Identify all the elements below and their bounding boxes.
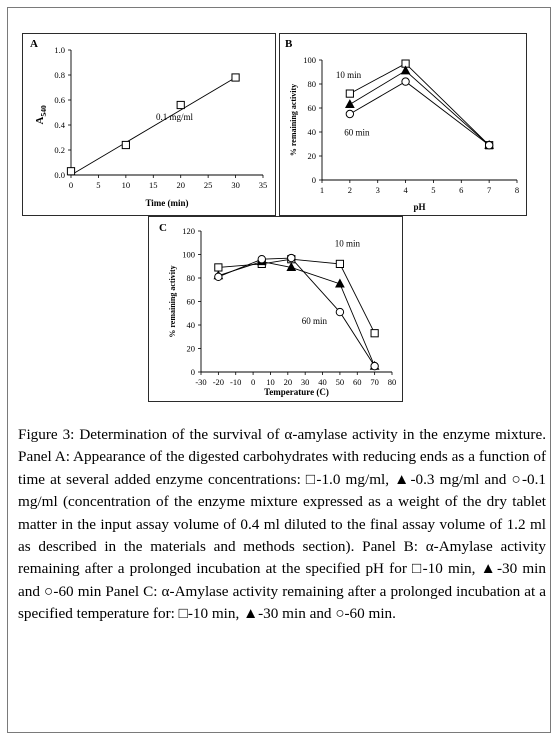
chart-a-x-tick-label: 30 — [231, 180, 240, 190]
chart-c-x-tick-label: -30 — [195, 377, 207, 387]
chart-b-x-tick-label: 8 — [514, 185, 520, 195]
chart-b-y-tick-label: 40 — [307, 127, 316, 137]
chart-b-x-axis-label: pH — [413, 202, 426, 212]
chart-c-y-tick-label: 20 — [186, 343, 195, 354]
chart-c-point-circle — [336, 308, 343, 315]
chart-a-y-tick-label: 0.4 — [54, 120, 65, 130]
chart-b-panel-label: B — [285, 38, 293, 50]
chart-b-x-tick-label: 3 — [375, 185, 380, 195]
chart-b-y-axis-label: % remaining activity — [289, 83, 298, 157]
chart-c-x-tick-label: 10 — [266, 377, 275, 387]
chart-c-x-tick-label: 0 — [250, 377, 256, 387]
chart-c-x-tick-label: 20 — [283, 377, 293, 387]
chart-b-x-tick-label: 6 — [459, 185, 464, 195]
chart-c-y-tick-label: 80 — [186, 273, 195, 283]
chart-panel-a — [22, 33, 276, 216]
chart-a-point-square — [67, 168, 74, 175]
chart-b-point-triangle — [346, 100, 354, 108]
chart-a-y-tick-label: 0.0 — [54, 170, 65, 180]
chart-c-annotation-10min: 10 min — [334, 238, 360, 249]
chart-c-y-tick-label: 60 — [186, 296, 195, 307]
chart-b-annotation-10min: 10 min — [335, 70, 362, 80]
chart-a-y-tick-label: 0.8 — [54, 70, 65, 80]
chart-b-point-circle — [346, 110, 353, 117]
chart-a-point-square — [232, 74, 239, 81]
chart-b-series-square-line — [350, 64, 489, 146]
chart-b-x-tick-label: 7 — [487, 185, 492, 195]
chart-c-y-tick-label: 120 — [182, 226, 195, 236]
chart-b-x-tick-label: 1 — [319, 185, 325, 195]
chart-panel-c — [148, 216, 403, 402]
chart-c-annotation-60min: 60 min — [301, 315, 327, 326]
chart-c-point-square — [371, 330, 378, 337]
caption-text: Determination of the survival of α-amylase activity in the enzyme mixture. Panel A: Appearance of the digested carbohydrates with reducing ends as a function of time at several added enzyme concentrations: □-1.0 mg/ml, ▲-0.3 mg/ml and ○-0.1 mg/ml (concentration of the enzyme mixture expressed as a weight of the dry tablet matter in the input assay volume of 0.4 ml diluted to the final assay volume of 1.2 ml as described in the materials and methods section). Panel B: α-Amylase activity remaining after a prolonged incubation at the specified pH for □-10 min, ▲-30 min and ○-60 min Panel C: α-Amylase activity remaining after a prolonged incubation at a specified temperature for: □-10 min, ▲-30 min and ○-60 min. — [18, 426, 546, 623]
chart-c-x-tick-label: -10 — [230, 377, 242, 387]
chart-c-x-tick-label: 30 — [300, 377, 310, 387]
chart-b-annotation-60min: 60 min — [344, 127, 370, 138]
chart-a-y-tick-label: 0.6 — [54, 95, 65, 105]
chart-c-x-tick-label: 70 — [370, 377, 379, 387]
chart-b-y-tick-label: 0 — [311, 175, 316, 185]
chart-b-point-circle — [402, 78, 409, 85]
chart-b-y-tick-label: 60 — [307, 103, 316, 113]
chart-c-y-tick-label: 40 — [186, 320, 195, 330]
chart-c-y-tick-label: 100 — [182, 249, 195, 260]
chart-c-point-circle — [215, 273, 222, 280]
chart-a-trendline — [71, 78, 236, 176]
chart-c-point-circle — [371, 362, 378, 369]
chart-panel-b — [279, 33, 527, 216]
chart-c-point-square — [336, 260, 343, 267]
chart-c-series-square-line — [218, 259, 374, 333]
figure-label: Figure 3: — [18, 426, 75, 443]
chart-a-svg — [23, 34, 277, 217]
chart-b-x-tick-label: 5 — [431, 185, 436, 195]
chart-c-point-circle — [288, 254, 295, 261]
chart-c-x-axis-label: Temperature (C) — [264, 387, 329, 397]
chart-c-point-circle — [258, 256, 265, 263]
chart-c-x-tick-label: 50 — [335, 377, 345, 387]
chart-c-svg — [149, 217, 404, 403]
chart-c-x-tick-label: 60 — [353, 377, 362, 387]
chart-c-y-tick-label: 0 — [190, 367, 195, 377]
chart-b-y-tick-label: 20 — [307, 151, 316, 161]
chart-a-x-tick-label: 5 — [96, 180, 101, 190]
chart-a-x-tick-label: 25 — [203, 180, 213, 190]
chart-b-x-tick-label: 2 — [347, 185, 352, 195]
chart-c-x-tick-label: 80 — [387, 377, 397, 387]
chart-a-x-tick-label: 35 — [258, 180, 268, 190]
chart-a-x-axis-label: Time (min) — [145, 198, 189, 208]
chart-b-svg — [280, 34, 528, 217]
chart-c-panel-label: C — [159, 222, 167, 234]
chart-c-series-circle-line — [218, 258, 374, 366]
chart-a-y-axis-label: $A_{540}$ — [34, 105, 48, 125]
chart-b-x-tick-label: 4 — [403, 185, 408, 195]
chart-a-point-square — [122, 141, 129, 148]
chart-c-x-tick-label: -20 — [212, 377, 225, 387]
chart-b-point-square — [346, 90, 353, 97]
chart-c-y-axis-label: % remaining activity — [168, 265, 177, 338]
chart-a-y-tick-label: 1.0 — [54, 45, 65, 55]
chart-a-panel-label: A — [30, 38, 38, 50]
chart-a-x-tick-label: 10 — [121, 180, 131, 190]
chart-c-x-tick-label: 40 — [318, 377, 327, 387]
chart-a-x-tick-label: 15 — [149, 180, 158, 190]
chart-a-annotation: 0.1 mg/ml — [156, 112, 194, 122]
figure-caption — [18, 424, 546, 626]
chart-a-x-tick-label: 20 — [176, 180, 185, 190]
chart-a-y-tick-label: 0.2 — [54, 145, 65, 155]
chart-b-y-tick-label: 80 — [307, 79, 316, 89]
chart-a-point-square — [177, 101, 184, 108]
chart-c-point-square — [215, 264, 222, 271]
chart-b-y-tick-label: 100 — [303, 55, 316, 65]
chart-c-series-triangle-line — [218, 262, 374, 367]
chart-a-x-tick-label: 0 — [68, 180, 74, 190]
chart-b-point-circle — [485, 142, 492, 149]
chart-b-series-circle-line — [350, 82, 489, 146]
